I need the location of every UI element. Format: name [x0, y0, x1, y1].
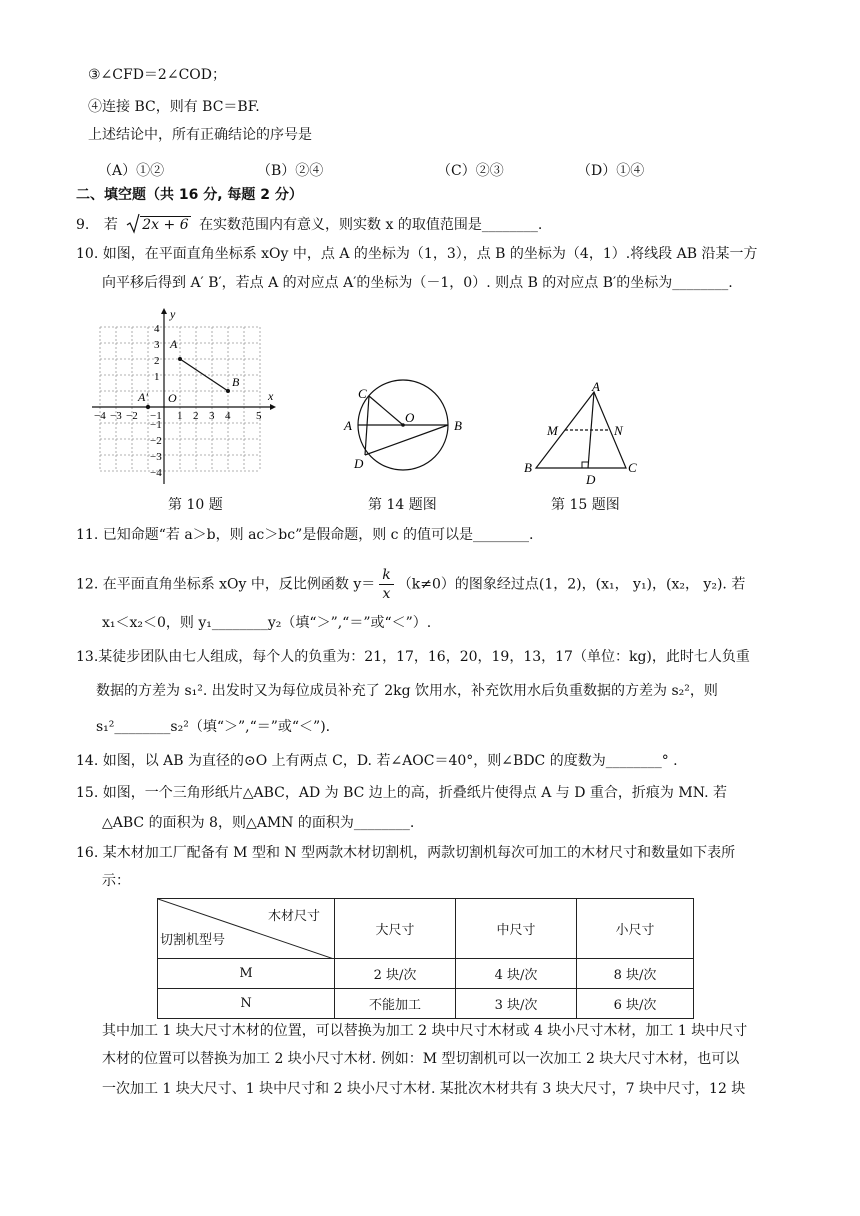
- origin-label: O: [168, 391, 177, 405]
- y-tick: −2: [150, 435, 162, 447]
- cutting-machine-table: [157, 898, 694, 1019]
- table-cell: 2 块/次: [335, 959, 456, 989]
- q8-option-b: （B）②④: [257, 163, 324, 179]
- q16-para2: 木材的位置可以替换为加工 2 块小尺寸木材. 例如：M 型切割机可以一次加工 2 块大尺寸木材，也可以: [102, 1051, 740, 1067]
- x-tick: −3: [110, 410, 122, 422]
- question-14: 14. 如图，以 AB 为直径的⊙O 上有两点 C，D. 若∠AOC＝40°，则∠BDC 的度数为________° .: [76, 753, 678, 769]
- y-tick: 4: [154, 323, 160, 335]
- figure-15-triangle: [516, 380, 646, 490]
- label-d: D: [586, 472, 596, 487]
- label-o: O: [405, 410, 415, 425]
- figure-14-circle: [338, 376, 470, 476]
- segment-db: [365, 425, 448, 455]
- q9-number: 9.: [76, 217, 90, 233]
- y-axis-label: y: [170, 307, 176, 321]
- label-b: B: [232, 375, 240, 389]
- q12-frac-den: x: [382, 586, 391, 602]
- label-n: N: [614, 423, 623, 438]
- segment-oc: [369, 396, 403, 425]
- q12-pre: 12. 在平面直角坐标系 xOy 中，反比例函数 y＝: [76, 576, 376, 593]
- label-a: A: [170, 337, 178, 351]
- y-tick: 2: [154, 355, 160, 367]
- x-tick: 5: [256, 410, 262, 422]
- table-header-row: [158, 899, 694, 959]
- label-d: D: [354, 456, 364, 471]
- y-axis-arrow-icon: [161, 308, 167, 314]
- x-axis-arrow-icon: [270, 404, 276, 410]
- point-a: [178, 357, 182, 361]
- y-tick-labels: [150, 323, 162, 479]
- y-tick: −1: [150, 419, 162, 431]
- y-tick: 3: [154, 339, 160, 351]
- figure-10-caption: 第 10 题: [168, 497, 223, 513]
- section-heading: 二、填空题（共 16 分, 每题 2 分）: [76, 187, 303, 203]
- table-cell: 3 块/次: [456, 989, 577, 1019]
- q9-radical: [126, 212, 190, 236]
- x-tick: −4: [94, 410, 106, 422]
- corner-bottom-label: 切割机型号: [160, 933, 226, 948]
- label-b: B: [524, 460, 532, 475]
- q9-radicand: 2x + 6: [142, 217, 189, 233]
- sqrt-sign-icon: [126, 212, 140, 234]
- figure-10-coordinate-grid: [88, 306, 278, 492]
- y-tick: −3: [150, 451, 162, 463]
- q16-line1: 16. 某木材加工厂配备有 M 型和 N 型两款木材切割机，两款切割机每次可加工的木材尺寸和数量如下表所: [76, 845, 736, 861]
- x-tick: 3: [209, 410, 215, 422]
- x-tick: −1: [150, 410, 162, 422]
- figure-14-caption: 第 14 题图: [368, 497, 437, 513]
- table-cell: 6 块/次: [577, 989, 694, 1019]
- label-c: C: [628, 460, 637, 475]
- y-tick: 1: [154, 371, 160, 383]
- table-cell: 不能加工: [335, 989, 456, 1019]
- question-11: 11. 已知命题“若 a＞b，则 ac＞bc”是假命题，则 c 的值可以是________.: [76, 527, 534, 543]
- q10-line2: 向平移后得到 A′ B′，若点 A 的对应点 A′的坐标为（－1，0）. 则点 B 的对应点 B′的坐标为________.: [102, 275, 733, 291]
- grid-lines: [100, 327, 260, 471]
- label-a-prime: A′: [138, 390, 148, 404]
- q9-pre: 若: [103, 217, 118, 233]
- label-a: A: [344, 418, 352, 433]
- table-row: [158, 989, 694, 1019]
- q13-line3: s₁²________s₂²（填“＞”,“＝”或“＜”).: [96, 719, 331, 735]
- q16-para3: 一次加工 1 块大尺寸、1 块中尺寸和 2 块小尺寸木材. 某批次木材共有 3 块大尺寸，7 块中尺寸，12 块: [102, 1081, 746, 1097]
- table-header-cell: 小尺寸: [577, 899, 694, 959]
- table-cell: 8 块/次: [577, 959, 694, 989]
- q8-item3: ③∠CFD＝2∠COD；: [88, 67, 226, 83]
- q12-post: （k≠0）的图象经过点(1，2)，(x₁， y₁)，(x₂， y₂). 若: [397, 576, 746, 593]
- q10-line1: 10. 如图，在平面直角坐标系 xOy 中，点 A 的坐标为（1，3），点 B 的坐标为（4，1）.将线段 AB 沿某一方: [76, 246, 758, 262]
- label-b: B: [454, 418, 462, 433]
- x-tick: −2: [126, 410, 138, 422]
- label-a: A: [592, 380, 600, 394]
- table-corner-cell: [158, 899, 335, 959]
- table-header-cell: 大尺寸: [335, 899, 456, 959]
- q12-line2: x₁＜x₂＜0，则 y₁________y₂（填“＞”,“＝”或“＜”）.: [102, 615, 432, 631]
- q16-line2: 示：: [102, 873, 130, 889]
- x-tick: 1: [177, 410, 183, 422]
- point-b: [226, 389, 230, 393]
- q13-line1: 13.某徒步团队由七人组成，每个人的负重为：21，17，16，20，19，13，17（单位：kg)，此时七人负重: [76, 649, 750, 665]
- q16-para1: 其中加工 1 块大尺寸木材的位置，可以替换为加工 2 块中尺寸木材或 4 块小尺寸木材，加工 1 块中尺寸: [102, 1023, 748, 1039]
- q12-fraction: [379, 566, 393, 603]
- q12-line1: [76, 566, 745, 603]
- q8-option-c: （C）②③: [437, 163, 504, 179]
- table-row-label: M: [158, 959, 335, 989]
- table-row: [158, 959, 694, 989]
- figure-15-caption: 第 15 题图: [551, 497, 620, 513]
- corner-top-label: 木材尺寸: [267, 909, 320, 924]
- q15-line2: △ABC 的面积为 8，则△AMN 的面积为________.: [102, 815, 415, 831]
- q8-option-a: （A）①②: [98, 163, 165, 179]
- question-9: [76, 212, 542, 236]
- table-row-label: N: [158, 989, 335, 1019]
- q9-post: 在实数范围内有意义，则实数 x 的取值范围是________.: [199, 217, 543, 233]
- table-header-cell: 中尺寸: [456, 899, 577, 959]
- q8-prompt: 上述结论中，所有正确结论的序号是: [88, 127, 312, 143]
- x-tick: 4: [225, 410, 231, 422]
- y-tick: −4: [150, 467, 162, 479]
- q12-frac-num: k: [379, 566, 393, 585]
- q8-item4: ④连接 BC，则有 BC＝BF.: [88, 99, 260, 115]
- label-m: M: [547, 423, 558, 438]
- x-tick-labels: [94, 410, 262, 422]
- table-cell: 4 块/次: [456, 959, 577, 989]
- x-axis-label: x: [268, 389, 274, 403]
- point-a-prime: [146, 405, 150, 409]
- q8-option-d: （D）①④: [577, 163, 645, 179]
- x-tick: 2: [193, 410, 199, 422]
- label-c: C: [358, 386, 367, 401]
- q13-line2: 数据的方差为 s₁². 出发时又为每位成员补充了 2kg 饮用水，补充饮用水后负重数据的方差为 s₂²，则: [96, 683, 718, 699]
- q15-line1: 15. 如图，一个三角形纸片△ABC，AD 为 BC 边上的高，折叠纸片使得点 A 与 D 重合，折痕为 MN. 若: [76, 785, 727, 801]
- right-angle-icon: [582, 462, 588, 468]
